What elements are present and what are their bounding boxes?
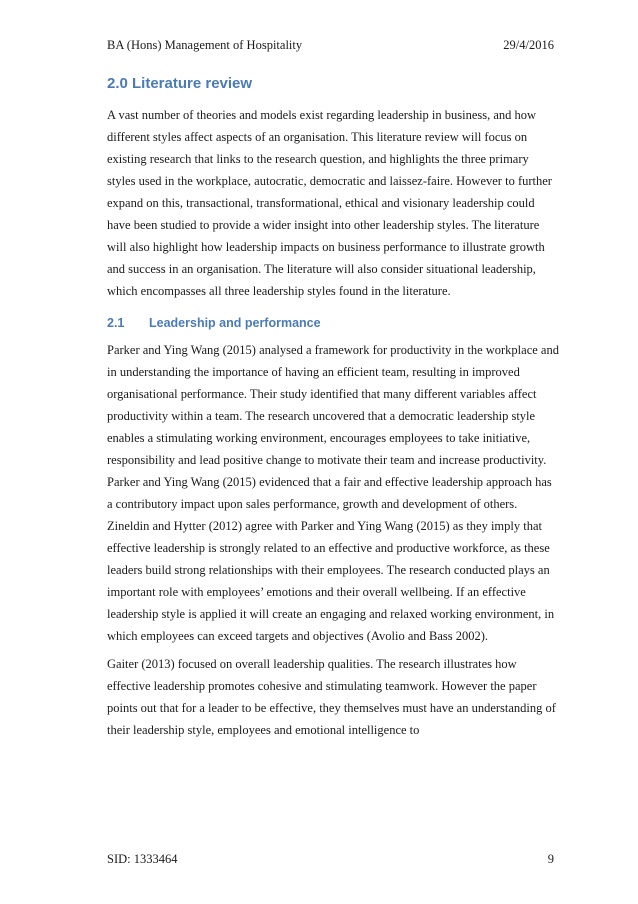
subsection-title: Leadership and performance (149, 316, 321, 330)
page-content (107, 73, 559, 747)
footer-sid: SID: 1333464 (107, 852, 178, 866)
section-heading: 2.0 Literature review (107, 75, 253, 92)
header-course: BA (Hons) Management of Hospitality (107, 38, 303, 52)
header-date: 29/4/2016 (503, 38, 554, 52)
section-paragraph: A vast number of theories and models exist regarding leadership in business, and how different styles affect aspects of an organisation. This literature review will focus on existing research that links to the research question, and highlights the three primary styles used in the workplace, autocratic, democratic and laissez-faire. However to further expand on this, transactional, transformational, ethical and visionary leadership could have been studied to provide a wider insight into other leadership styles. The literature will also highlight how leadership impacts on business performance to illustrate growth and success in an organisation. The literature will also consider situational leadership, which encompasses all three leadership styles found in the literature. (107, 108, 552, 298)
subsection-heading (107, 313, 559, 333)
subsection-paragraph-1: Parker and Ying Wang (2015) analysed a framework for productivity in the workplace and in understanding the importance of having an efficient team, resulting in improved organisational performance. Their study identified that many different variables affect productivity within a team. The research uncovered that a democratic leadership style enables a stimulating working environment, encourages employees to take initiative, responsibility and lead positive change to motivate their team and increase productivity. Parker and Ying Wang (2015) evidenced that a fair and effective leadership approach has a contributory impact upon sales performance, growth and development of others. Zineldin and Hytter (2012) agree with Parker and Ying Wang (2015) as they imply that effective leadership is strongly related to an effective and productive workforce, as these leaders build strong relationships with their employees. The research conducted plays an important role with employees’ emotions and their overall wellbeing. If an effective leadership style is applied it will create an engaging and relaxed working environment, in which employees can exceed targets and objectives (Avolio and Bass 2002). (107, 343, 559, 643)
subsection-paragraph-2: Gaiter (2013) focused on overall leadership qualities. The research illustrates how effective leadership promotes cohesive and stimulating teamwork. However the paper points out that for a leader to be effective, they themselves must have an understanding of their leadership style, employees and emotional intelligence to (107, 657, 556, 737)
footer-page-number: 9 (547, 852, 554, 866)
page-header (107, 38, 554, 56)
subsection-number: 2.1 (107, 316, 125, 330)
page-footer (107, 852, 554, 870)
